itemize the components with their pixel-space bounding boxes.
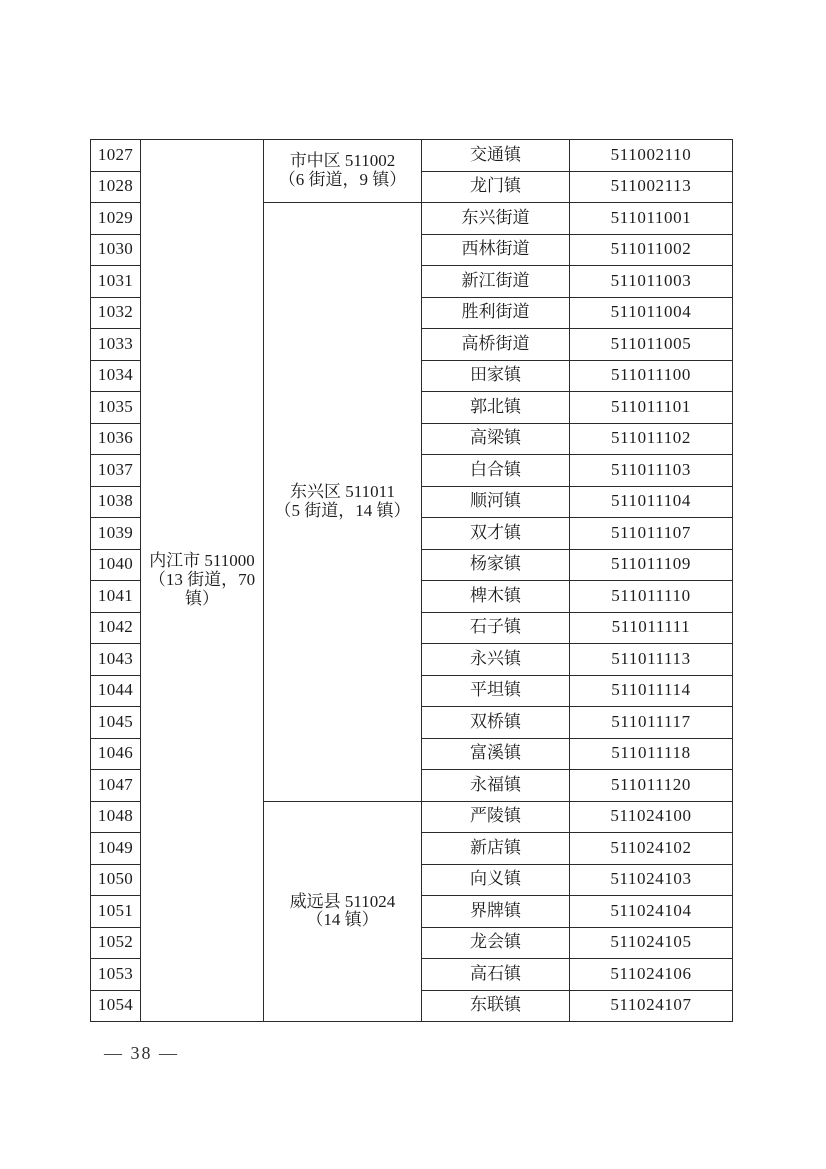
town-name-cell: 新江街道 [422,266,570,298]
code-cell: 511011120 [570,770,733,802]
code-cell: 511002110 [570,140,733,172]
city-detail-line-2: 镇） [185,588,219,608]
row-number-cell: 1027 [91,140,141,172]
code-cell: 511024100 [570,801,733,833]
city-cell [141,140,264,1022]
code-cell: 511011118 [570,738,733,770]
row-number-cell: 1054 [91,990,141,1022]
code-cell: 511024106 [570,959,733,991]
district-name-line: 市中区 511002 [289,151,396,171]
town-name-cell: 新店镇 [422,833,570,865]
code-cell: 511011002 [570,234,733,266]
code-cell: 511011004 [570,297,733,329]
town-name-cell: 高梁镇 [422,423,570,455]
town-name-cell: 田家镇 [422,360,570,392]
row-number-cell: 1028 [91,171,141,203]
code-cell: 511011114 [570,675,733,707]
code-cell: 511011103 [570,455,733,487]
row-number-cell: 1051 [91,896,141,928]
row-number-cell: 1038 [91,486,141,518]
code-cell: 511024107 [570,990,733,1022]
code-cell: 511011101 [570,392,733,424]
town-name-cell: 东兴街道 [422,203,570,235]
row-number-cell: 1053 [91,959,141,991]
code-cell: 511011107 [570,518,733,550]
town-name-cell: 双桥镇 [422,707,570,739]
town-name-cell: 高石镇 [422,959,570,991]
code-cell: 511011111 [570,612,733,644]
row-number-cell: 1031 [91,266,141,298]
town-name-cell: 永兴镇 [422,644,570,676]
town-name-cell: 东联镇 [422,990,570,1022]
district-name-line: 威远县 511024 [289,891,396,911]
town-name-cell: 界牌镇 [422,896,570,928]
code-cell: 511011104 [570,486,733,518]
row-number-cell: 1046 [91,738,141,770]
row-number-cell: 1044 [91,675,141,707]
row-number-cell: 1033 [91,329,141,361]
town-name-cell: 龙门镇 [422,171,570,203]
town-name-cell: 交通镇 [422,140,570,172]
code-cell: 511011100 [570,360,733,392]
town-name-cell: 平坦镇 [422,675,570,707]
row-number-cell: 1041 [91,581,141,613]
town-name-cell: 富溪镇 [422,738,570,770]
row-number-cell: 1032 [91,297,141,329]
code-cell: 511024105 [570,927,733,959]
row-number-cell: 1039 [91,518,141,550]
row-number-cell: 1042 [91,612,141,644]
town-name-cell: 高桥街道 [422,329,570,361]
row-number-cell: 1047 [91,770,141,802]
town-name-cell: 向义镇 [422,864,570,896]
town-name-cell: 胜利街道 [422,297,570,329]
district-cell-weiyuanxian [264,801,422,1022]
town-name-cell: 杨家镇 [422,549,570,581]
town-name-cell: 龙会镇 [422,927,570,959]
row-number-cell: 1030 [91,234,141,266]
row-number-cell: 1029 [91,203,141,235]
code-cell: 511011117 [570,707,733,739]
row-number-cell: 1050 [91,864,141,896]
code-cell: 511002113 [570,171,733,203]
town-name-cell: 严陵镇 [422,801,570,833]
code-cell: 511011109 [570,549,733,581]
town-name-cell: 石子镇 [422,612,570,644]
row-number-cell: 1040 [91,549,141,581]
row-number-cell: 1036 [91,423,141,455]
code-cell: 511011113 [570,644,733,676]
town-name-cell: 永福镇 [422,770,570,802]
code-cell: 511011005 [570,329,733,361]
district-detail-line: （5 街道，14 镇） [274,500,411,520]
city-name-line: 内江市 511000 [149,551,255,571]
district-cell-shizhongqu [264,140,422,203]
row-number-cell: 1043 [91,644,141,676]
city-detail-line-1: （13 街道，70 [148,570,256,590]
row-number-cell: 1048 [91,801,141,833]
table-row [91,140,733,172]
code-cell: 511011001 [570,203,733,235]
row-number-cell: 1035 [91,392,141,424]
district-cell-dongxingqu [264,203,422,802]
row-number-cell: 1052 [91,927,141,959]
code-cell: 511011102 [570,423,733,455]
code-cell: 511024103 [570,864,733,896]
town-name-cell: 椑木镇 [422,581,570,613]
district-detail-line: （6 街道，9 镇） [278,170,407,189]
page-number: — 38 — [104,1043,179,1063]
code-cell: 511024104 [570,896,733,928]
row-number-cell: 1049 [91,833,141,865]
row-number-cell: 1037 [91,455,141,487]
town-name-cell: 白合镇 [422,455,570,487]
district-name-line: 东兴区 511011 [290,482,395,502]
code-cell: 511024102 [570,833,733,865]
division-code-table [90,139,733,1022]
town-name-cell: 郭北镇 [422,392,570,424]
district-detail-line: （14 镇） [306,910,379,930]
town-name-cell: 顺河镇 [422,486,570,518]
row-number-cell: 1045 [91,707,141,739]
row-number-cell: 1034 [91,360,141,392]
town-name-cell: 西林街道 [422,234,570,266]
code-cell: 511011110 [570,581,733,613]
code-cell: 511011003 [570,266,733,298]
town-name-cell: 双才镇 [422,518,570,550]
